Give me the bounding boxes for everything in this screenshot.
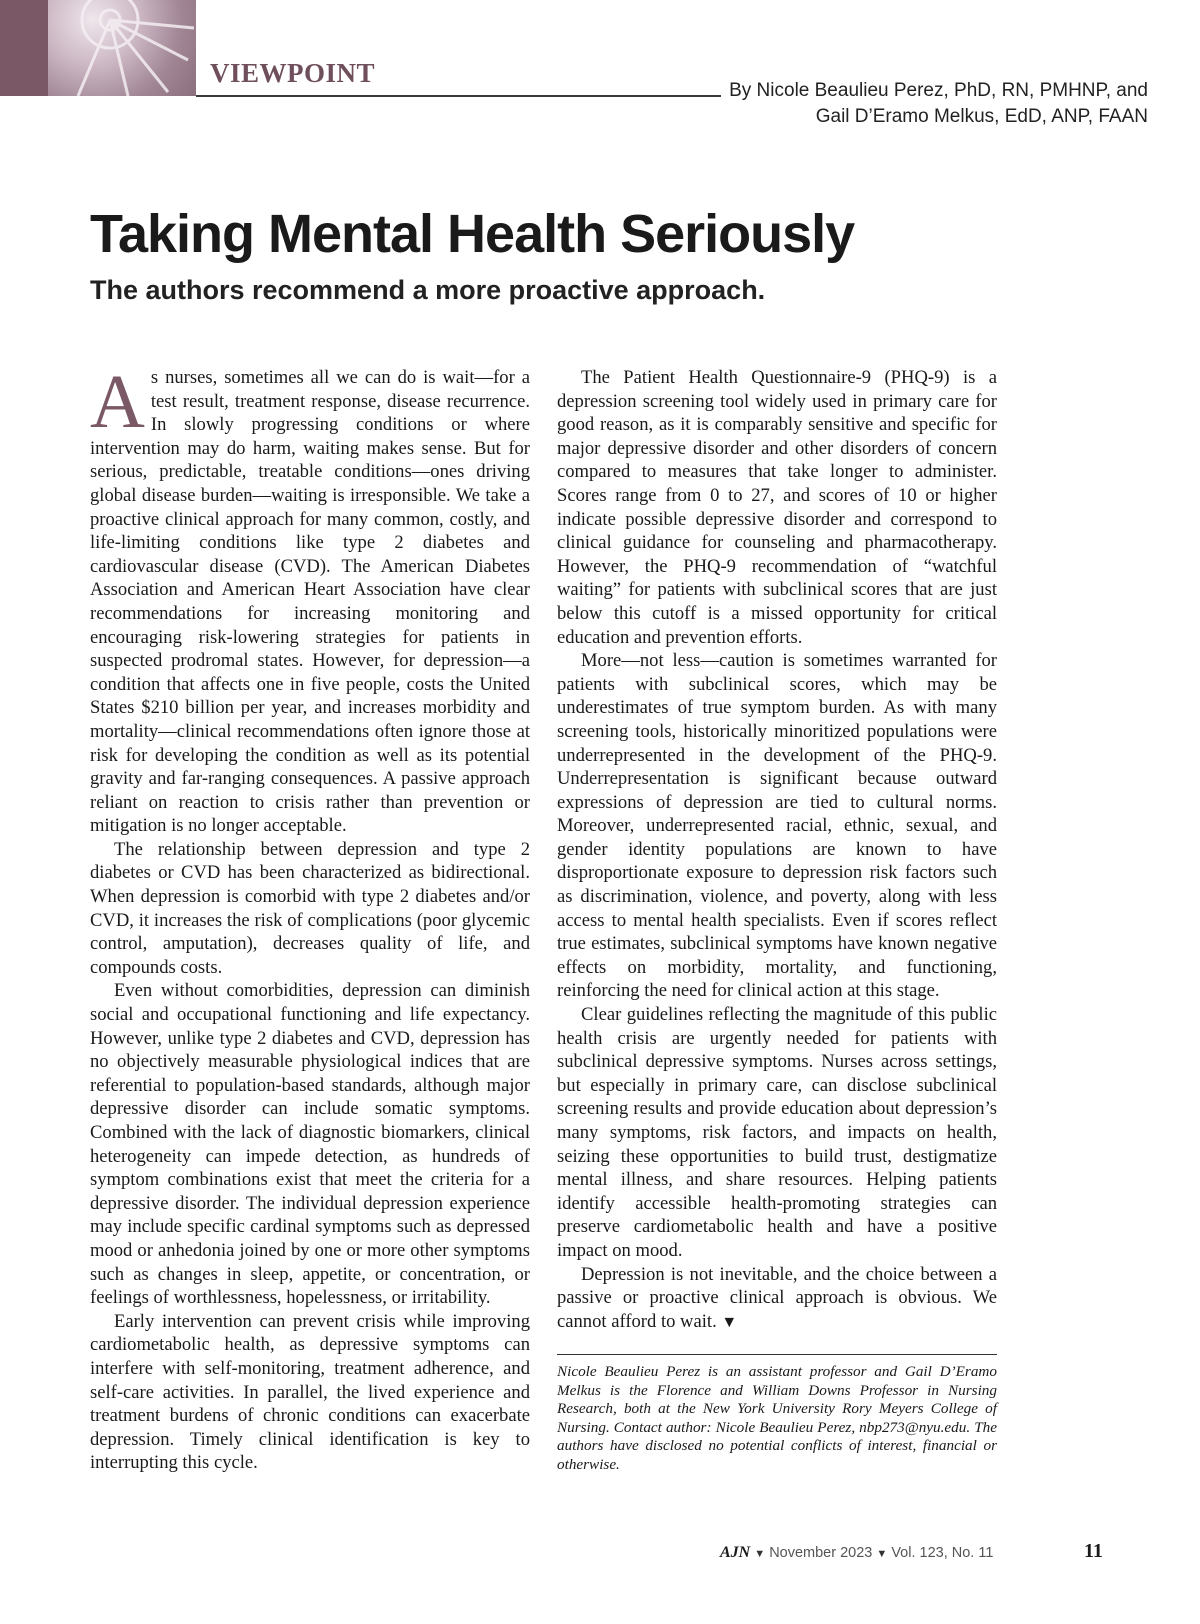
article-subtitle: The authors recommend a more proactive approach. — [90, 275, 766, 305]
article-paragraph: As nurses, sometimes all we can do is wait—for a test result, treatment response, disease recurrence. In slowly progressing conditions or where intervention may do harm, waiting makes sense. But for serious, predictable, treatable conditions—ones driving global disease burden—waiting is irresponsible. We take a proactive clinical approach for many common, costly, and life-limiting conditions like type 2 diabetes and cardiovascular disease (CVD). The American Diabetes Association and American Heart Association have clear recommendations for increasing monitoring and encouraging risk-lowering strategies for patients in suspected prodromal states. However, for depression—a condition that affects one in five people, costs the United States $210 billion per year, and increases morbidity and mortality—clinical recommendations often ignore those at risk for developing the condition as well as its potential gravity and far-ranging consequences. A passive approach reliant on reaction to crisis rather than prevention or mitigation is no longer acceptable. — [90, 360, 530, 837]
article-paragraph: Depression is not inevitable, and the choice between a passive or proactive clinical approach is obvious. We cannot afford to wait. ▼ — [557, 1263, 997, 1332]
section-divider — [196, 95, 721, 97]
article-paragraph: Early intervention can prevent crisis while improving cardiometabolic health, as depressive symptoms can interfere with self-monitoring, treatment adherence, and self-care activities. In parallel, the lived experience and treatment burdens of chronic conditions can exacerbate depression. Timely clinical identification is key to interrupting this cycle. — [90, 1310, 530, 1474]
author-bio: Nicole Beaulieu Perez is an assistant professor and Gail D’Eramo Melkus is the Florence and William Downs Professor in Nursing Research, both at the New York University Rory Meyers College of Nursing. Contact author: Nicole Beaulieu Perez, nbp273@nyu.edu. The authors have disclosed no potential conflicts of interest, financial or otherwise. — [557, 1363, 997, 1473]
article-column-right — [557, 366, 997, 1474]
bio-divider — [557, 1354, 997, 1355]
article-column-left — [90, 360, 530, 1475]
separator-icon: ▼ — [876, 1548, 888, 1560]
separator-icon: ▼ — [754, 1548, 766, 1560]
article-title: Taking Mental Health Seriously — [90, 204, 855, 264]
article-paragraph: Even without comorbidities, depression can diminish social and occupational functioning and life expectancy. However, unlike type 2 diabetes and CVD, depression has no objectively measurable physiological indices that are referential to population-based standards, although major depressive disorder can include somatic symptoms. Combined with the lack of diagnostic biomarkers, clinical heterogeneity can impede detection, as hundreds of symptom combinations exist that meet the criteria for a depressive disorder. The individual depression experience may include specific cardinal symptoms such as depressed mood or anhedonia joined by one or more other symptoms such as changes in sleep, appetite, or concentration, or feelings of worthlessness, hopelessness, or irritability. — [90, 980, 530, 1309]
article-paragraph: The Patient Health Questionnaire-9 (PHQ-9) is a depression screening tool widely used in primary care for good reason, as it is comparably sensitive and specific for major depressive disorder and other disorders of concern compared to measures that take longer to administer. Scores range from 0 to 27, and scores of 10 or higher indicate possible depressive disorder and correspond to clinical guidance for counseling and pharmacotherapy. However, the PHQ-9 recommendation of “watchful waiting” for patients with subclinical scores that are just below this cutoff is a missed opportunity for critical education and prevention efforts. — [557, 367, 997, 648]
drop-cap: A — [90, 360, 145, 444]
page-number: 11 — [1084, 1540, 1103, 1562]
page-footer — [720, 1544, 993, 1562]
header-photo-block — [0, 0, 196, 96]
article-paragraph: Clear guidelines reflecting the magnitude of this public health crisis are urgently needed for patients with subclinical depressive symptoms. Nurses across settings, but especially in primary care, can disclose subclinical screening results and provide education about depression’s many symptoms, risk factors, and impacts on health, seizing these opportunities to build trust, destigmatize mental illness, and share resources. Helping patients identify accessible health-promoting strategies can preserve cardiometabolic health and have a positive impact on mood. — [557, 1004, 997, 1261]
byline-line-2: Gail D’Eramo Melkus, EdD, ANP, FAAN — [815, 106, 1148, 127]
volume-info: Vol. 123, No. 11 — [891, 1545, 994, 1561]
article-paragraph: The relationship between depression and type 2 diabetes or CVD has been characterized as bidirectional. When depression is comorbid with type 2 diabetes and/or CVD, it increases the risk of complications (poor glycemic control, amputation), decreases quality of life, and compounds costs. — [90, 838, 530, 978]
journal-name: AJN — [720, 1544, 751, 1561]
end-mark-icon: ▼ — [721, 1313, 738, 1331]
section-label: VIEWPOINT — [210, 58, 376, 88]
gear-graphic-icon — [48, 0, 196, 96]
article-paragraph: More—not less—caution is sometimes warranted for patients with subclinical scores, which may be underestimates of true symptom burden. As with many screening tools, historically minoritized populations were underrepresented in the development of the PHQ-9. Underrepresentation is significant because outward expressions of depression are tied to cultural norms. Moreover, underrepresented racial, ethnic, sexual, and gender identity populations are known to have disproportionate exposure to depression risk factors such as discrimination, violence, and poverty, along with less access to mental health specialists. Even if scores reflect true estimates, subclinical symptoms have known negative effects on morbidity, mortality, and functioning, reinforcing the need for clinical action at this stage. — [557, 650, 997, 1002]
byline-line-1: By Nicole Beaulieu Perez, PhD, RN, PMHNP, and — [729, 80, 1148, 101]
byline — [729, 78, 1148, 130]
issue-date: November 2023 — [769, 1545, 873, 1561]
